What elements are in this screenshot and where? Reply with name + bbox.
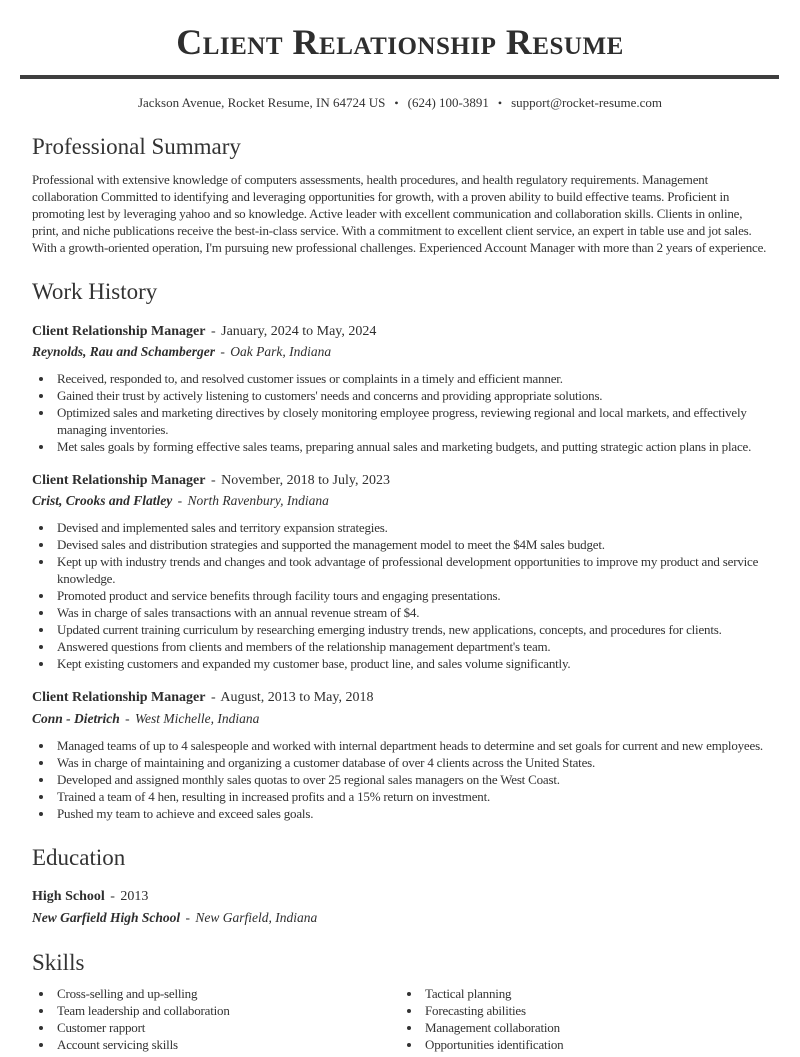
education-heading: Education	[32, 844, 126, 870]
job-company-line	[32, 711, 768, 728]
job-entry	[32, 689, 768, 821]
bullet-item: • Managed teams of up to 4 salespeople and worked with internal department heads to determine and set goals for current and new employees.	[54, 737, 768, 754]
bullet-item: • Gained their trust by actively listening to customers' needs and concerns and providing appropriate solutions.	[54, 387, 768, 404]
dash-separator: -	[125, 710, 130, 726]
company-name: Crist, Crooks and Flatley	[32, 493, 173, 509]
job-company-line	[32, 493, 768, 510]
work-history-heading: Work History	[32, 278, 158, 304]
school-name: New Garfield High School	[32, 909, 181, 925]
header-divider	[20, 75, 779, 79]
bullet-item: • Promoted product and service benefits through facility tours and engaging presentations.	[54, 587, 768, 604]
bullet-item: • Devised sales and distribution strategies and supported the management model to meet the $4M sales budget.	[54, 536, 768, 553]
job-title-line	[32, 689, 768, 707]
degree-name: High School	[32, 889, 105, 905]
job-location: Oak Park, Indiana	[230, 344, 332, 360]
skills-heading: Skills	[32, 949, 85, 975]
skill-item: • Account servicing skills	[54, 1036, 400, 1053]
resume-body	[0, 133, 800, 1053]
job-title-line	[32, 323, 768, 341]
contact-line	[0, 95, 800, 111]
job-bullet-list	[32, 519, 768, 672]
dash-separator: -	[110, 889, 115, 905]
skill-item: • Tactical planning	[422, 985, 768, 1002]
company-name: Reynolds, Rau and Schamberger	[32, 344, 216, 360]
job-title-line	[32, 472, 768, 490]
skill-item: • Management collaboration	[422, 1019, 768, 1036]
skills-columns	[32, 976, 768, 1053]
job-dates: August, 2013 to May, 2018	[220, 690, 374, 706]
bullet-item: • Was in charge of sales transactions with an annual revenue stream of $4.	[54, 604, 768, 621]
bullet-item: • Pushed my team to achieve and exceed sales goals.	[54, 805, 768, 822]
resume-document	[0, 22, 800, 1057]
bullet-item: • Trained a team of 4 hen, resulting in increased profits and a 15% return on investment.	[54, 788, 768, 805]
dash-separator: -	[210, 472, 216, 488]
job-title: Client Relationship Manager	[32, 472, 206, 488]
bullet-item: • Kept up with industry trends and changes and took advantage of professional development opportunities to improve my product and service knowledge.	[54, 553, 768, 587]
dash-separator: -	[177, 493, 183, 509]
skills-column-right	[400, 976, 768, 1053]
education-school-line	[32, 910, 768, 927]
bullet-item: • Developed and assigned monthly sales quotas to over 25 regional sales managers on the West Coast.	[54, 771, 768, 788]
job-location: North Ravenbury, Indiana	[187, 493, 329, 509]
summary-heading: Professional Summary	[32, 134, 241, 160]
bullet-item: • Optimized sales and marketing directives by closely monitoring employee progress, reviewing regional and local markets, and effectively managing inventories.	[54, 404, 768, 438]
bullet-separator-icon: •	[497, 96, 503, 111]
skills-column-left	[32, 976, 400, 1053]
job-title: Client Relationship Manager	[32, 690, 206, 706]
page-title: Client Relationship Resume	[176, 22, 624, 62]
dash-separator: -	[210, 323, 216, 339]
skill-item: • Opportunities identification	[422, 1036, 768, 1053]
summary-text: Professional with extensive knowledge of computers assessments, health procedures, and health regulatory requirements. Management collaboration Committed to identifying and leveraging opportunities for growth, with a proven ability to build effective teams. Proficient in promoting lest by leveraging yahoo and so knowledge. Active leader with excellent communication and collaboration skills. Clients in online, print, and niche publications receive the best-in-class service. With a commitment to excellent client service, an expert in table use and jot sales. With a growth-oriented operation, I'm pursuing new professional challenges. Experienced Account Manager with more than 2 years of experience.	[32, 171, 767, 255]
bullet-item: • Received, responded to, and resolved customer issues or complaints in a timely and efficient manner.	[54, 370, 768, 387]
job-bullet-list	[32, 737, 768, 822]
section-work-history	[32, 278, 768, 822]
bullet-item: • Answered questions from clients and members of the relationship management department's team.	[54, 638, 768, 655]
bullet-item: • Kept existing customers and expanded my customer base, product line, and sales volume significantly.	[54, 655, 768, 672]
contact-email: support@rocket-resume.com	[511, 95, 663, 111]
contact-address: Jackson Avenue, Rocket Resume, IN 64724 US	[137, 95, 386, 111]
contact-phone: (624) 100-3891	[407, 95, 489, 111]
dash-separator: -	[220, 344, 225, 360]
resume-header	[0, 22, 800, 111]
skill-item: • Customer rapport	[54, 1019, 400, 1036]
company-name: Conn - Dietrich	[32, 710, 120, 726]
education-degree-line	[32, 888, 768, 906]
section-skills	[32, 949, 768, 1054]
job-company-line	[32, 344, 768, 361]
job-dates: November, 2018 to July, 2023	[221, 472, 390, 488]
skill-item: • Forecasting abilities	[422, 1002, 768, 1019]
job-bullet-list	[32, 370, 768, 455]
bullet-item: • Updated current training curriculum by researching emerging industry trends, new applications, concepts, and procedures for clients.	[54, 621, 768, 638]
section-professional-summary	[32, 133, 768, 256]
bullet-item: • Was in charge of maintaining and organizing a customer database of over 4 clients across the United States.	[54, 754, 768, 771]
skills-list-left	[32, 985, 400, 1053]
bullet-item: • Met sales goals by forming effective sales teams, preparing annual sales and marketing budgets, and putting strategic action plans in place.	[54, 438, 768, 455]
graduation-year: 2013	[120, 889, 149, 905]
school-location: New Garfield, Indiana	[195, 909, 318, 925]
job-entry	[32, 472, 768, 672]
skills-list-right	[400, 985, 768, 1053]
skill-item: • Cross-selling and up-selling	[54, 985, 400, 1002]
dash-separator: -	[185, 909, 191, 925]
job-title: Client Relationship Manager	[32, 323, 206, 339]
job-dates: January, 2024 to May, 2024	[221, 323, 377, 339]
dash-separator: -	[210, 690, 216, 706]
job-entry	[32, 323, 768, 455]
bullet-separator-icon: •	[394, 96, 399, 111]
job-location: West Michelle, Indiana	[135, 710, 260, 726]
bullet-item: • Devised and implemented sales and territory expansion strategies.	[54, 519, 768, 536]
section-education	[32, 844, 768, 927]
skill-item: • Team leadership and collaboration	[54, 1002, 400, 1019]
education-entry	[32, 888, 768, 926]
